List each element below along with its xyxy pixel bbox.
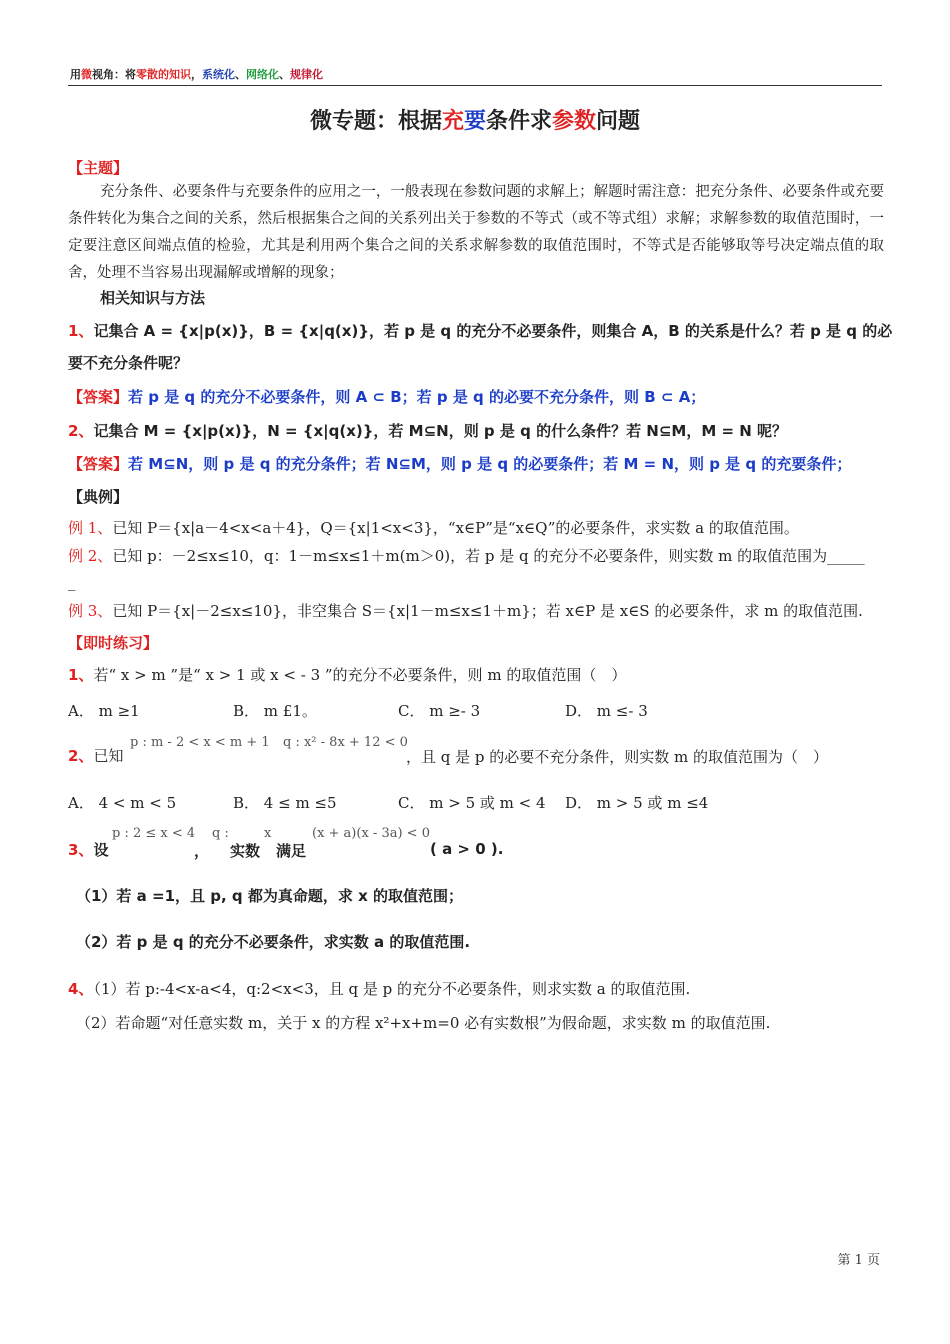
example-text: 已知 P＝{x|a－4<x<a＋4}，Q＝{x|1<x<3}，“x∈P”是“x∈Q”的必要条件，求实数 a 的取值范围。	[112, 519, 799, 537]
question-text: 已知	[93, 747, 124, 765]
option-b: B． 4 ≤ m ≤5	[233, 794, 337, 812]
option-d: D． m > 5 或 m ≤4	[565, 794, 709, 812]
example-2	[68, 546, 865, 566]
theme-heading: 【主题】	[68, 159, 129, 177]
question-text: 记集合 A = {x|p(x)}，B = {x|q(x)}，若 p 是 q 的充分不必要条件，则集合 A，B 的关系是什么？若 p 是 q 的必	[93, 322, 893, 340]
inequality: (x + a)(x - 3a) < 0	[312, 826, 430, 841]
question-number: 2、	[68, 747, 94, 765]
comma: ，	[194, 842, 210, 860]
option-c: C． m ≥- 3	[398, 702, 481, 720]
variable-x: x	[264, 826, 272, 841]
knowledge-a1	[68, 387, 705, 407]
parameter-condition: ( a > 0 ).	[430, 840, 504, 858]
example-3	[68, 601, 863, 621]
title-part: 问题	[596, 109, 641, 134]
knowledge-q1-cont: 要不充分条件呢？	[68, 354, 189, 372]
condition-p: p : m - 2 < x < m + 1	[130, 735, 270, 750]
practice-3-text: 实数	[230, 842, 261, 860]
practice-4	[68, 979, 690, 999]
question-number: 4、	[68, 980, 94, 998]
question-text: 记集合 M = {x|p(x)}，N = {x|q(x)}，若 M⊆N，则 p 是 q 的什么条件？若 N⊆M，M = N 呢？	[93, 422, 788, 440]
title-part: 充	[441, 109, 464, 134]
practice-4-part2: （2）若命题“对任意实数 m，关于 x 的方程 x²+x+m=0 必有实数根”为假命题，求实数 m 的取值范围.	[76, 1014, 771, 1032]
answer-text: 若 M⊆N，则 p 是 q 的充分条件；若 N⊆M，则 p 是 q 的必要条件；若 M = N，则 p 是 q 的充要条件；	[128, 455, 852, 473]
question-number: 2、	[68, 422, 94, 440]
example-1	[68, 518, 799, 538]
practice-2-rest: ，且 q 是 p 的必要不充分条件，则实数 m 的取值范围为（ ）	[406, 748, 829, 766]
knowledge-q1	[68, 321, 892, 341]
knowledge-a2	[68, 454, 851, 474]
answer-tag: 【答案】	[68, 388, 129, 406]
slogan-part: 规律化	[290, 68, 323, 81]
example-text: 已知 P＝{x|－2≤x≤10}，非空集合 S＝{x|1－m≤x≤1＋m}；若 x∈P 是 x∈S 的必要条件，求 m 的取值范围.	[112, 602, 863, 620]
title-part: 条件求	[486, 109, 553, 134]
title-part: 参数	[552, 109, 597, 134]
examples-heading: 【典例】	[68, 488, 129, 506]
slogan-part: 用	[70, 68, 81, 81]
practice-2	[68, 746, 123, 766]
example-label: 例 3、	[68, 602, 113, 620]
condition-q: q : x² - 8x + 12 < 0	[283, 735, 408, 750]
slogan-part: 、	[279, 68, 290, 81]
question-number: 1、	[68, 322, 94, 340]
example-label: 例 1、	[68, 519, 113, 537]
practice-heading: 【即时练习】	[68, 634, 159, 652]
option-c: C． m > 5 或 m < 4	[398, 794, 546, 812]
knowledge-subheading: 相关知识与方法	[100, 289, 206, 307]
slogan-part: ，	[191, 68, 202, 81]
question-number: 3、	[68, 841, 94, 859]
title-part: 要	[463, 109, 486, 134]
slogan-part: 视角：将	[92, 68, 136, 81]
slogan-part: 、	[235, 68, 246, 81]
slogan-part: 网络化	[246, 68, 279, 81]
slogan-part: 系统化	[202, 68, 235, 81]
condition-q: q :	[212, 826, 229, 841]
condition-p: p : 2 ≤ x < 4	[112, 826, 196, 841]
title-part: 微专题：根据	[309, 109, 442, 134]
question-text: 设	[93, 841, 109, 859]
example-label: 例 2、	[68, 547, 113, 565]
slogan-part: 零散的知识	[136, 68, 191, 81]
option-a: A． 4 < m < 5	[68, 794, 177, 812]
practice-1	[68, 665, 626, 685]
example-text: 已知 p：－2≤x≤10，q：1－m≤x≤1＋m(m＞0)，若 p 是 q 的充分不必要条件，则实数 m 的取值范围为_____	[112, 547, 865, 565]
example-2-cont: _	[68, 573, 76, 591]
question-text: （1）若 p:-4<x-a<4，q:2<x<3，且 q 是 p 的充分不必要条件，则求实数 a 的取值范围.	[93, 980, 691, 998]
page-title	[0, 104, 950, 135]
question-number: 1、	[68, 666, 94, 684]
slogan-part: 微	[81, 68, 92, 81]
knowledge-q2	[68, 421, 787, 441]
practice-3-sub1: （1）若 a =1，且 p, q 都为真命题，求 x 的取值范围；	[76, 887, 463, 905]
answer-text: 若 p 是 q 的充分不必要条件，则 A ⊂ B；若 p 是 q 的必要不充分条件，则 B ⊂ A；	[128, 388, 706, 406]
practice-3-sub2: （2）若 p 是 q 的充分不必要条件，求实数 a 的取值范围.	[76, 933, 471, 951]
option-a: A． m ≥1	[68, 702, 140, 720]
page-number: 第 1 页	[837, 1253, 880, 1268]
answer-tag: 【答案】	[68, 455, 129, 473]
practice-3-text: 满足	[276, 842, 307, 860]
theme-paragraph: 充分条件、必要条件与充要条件的应用之一，一般表现在参数问题的求解上；解题时需注意：把充分条件、必要条件或充要条件转化为集合之间的关系，然后根据集合之间的关系列出关于参数的不等式（或不等式组）求解；求解参数的取值范围时，一定要注意区间端点值的检验，尤其是利用两个集合之间的关系求解参数的取值范围时，不等式是否能够取等号决定端点值的取舍，处理不当容易出现漏解或增解的现象；	[68, 184, 884, 281]
page-header-slogan	[70, 66, 323, 82]
option-d: D． m ≤- 3	[565, 702, 648, 720]
question-text: 若“ x > m ”是“ x > 1 或 x < - 3 ”的充分不必要条件，则 m 的取值范围（ ）	[93, 666, 627, 684]
option-b: B． m £1。	[233, 702, 317, 720]
header-divider	[68, 85, 882, 86]
practice-3	[68, 840, 108, 860]
